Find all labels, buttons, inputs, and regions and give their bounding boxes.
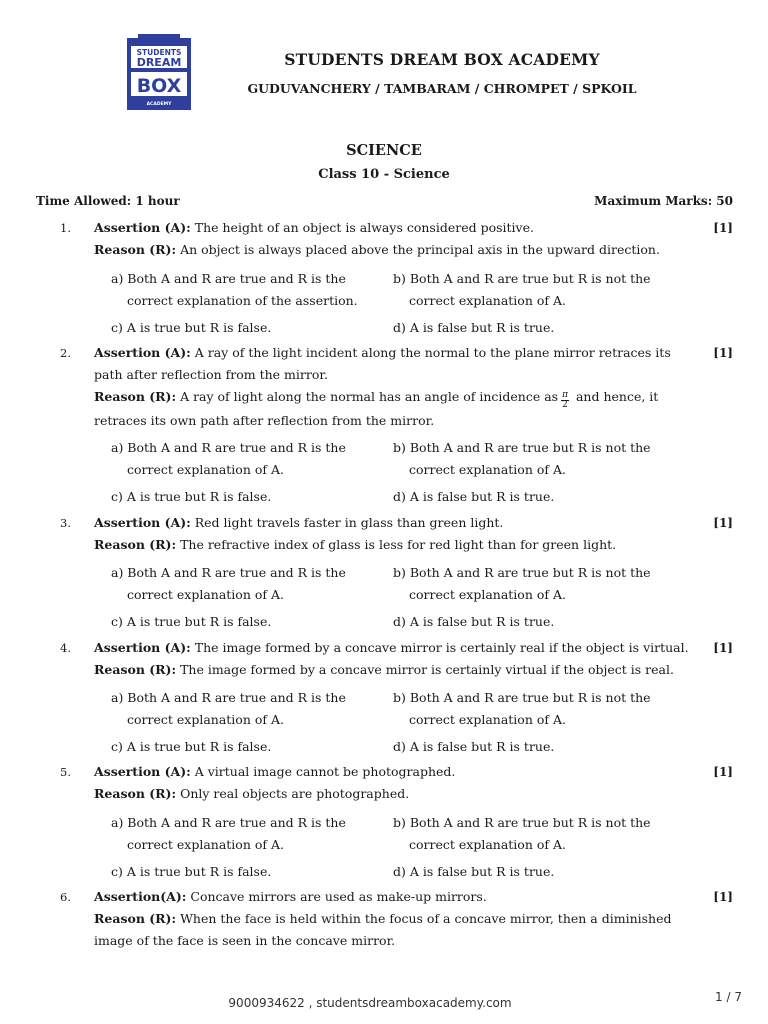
assertion-text: The image formed by a concave mirror is certainly real if the object is virtual. — [190, 640, 689, 655]
svg-text:STUDENTS: STUDENTS — [136, 48, 182, 57]
option-b: b) Both A and R are true but R is not the correct explanation of A. — [393, 690, 651, 727]
option-d: d) A is false but R is true. — [393, 614, 555, 629]
reason-label: Reason (R): — [94, 537, 177, 552]
option-d: d) A is false but R is true. — [393, 864, 555, 879]
reason-text: When the face is held within the focus of a concave mirror, then a diminished image of the face is seen in the concave mirror. — [94, 911, 672, 948]
pi-over-two-fraction: $\frac{\pi}{2}$ — [562, 390, 568, 410]
option-b: b) Both A and R are true but R is not the correct explanation of A. — [393, 440, 651, 477]
reason-text: The refractive index of glass is less for red light than for green light. — [176, 537, 617, 552]
assertion-text: The height of an object is always considered positive. — [190, 220, 534, 235]
option-a: a) Both A and R are true and R is the correct explanation of A. — [111, 690, 346, 727]
svg-text:ACADEMY: ACADEMY — [146, 102, 172, 107]
option-a: a) Both A and R are true and R is the correct explanation of A. — [111, 815, 346, 852]
reason-text: Only real objects are photographed. — [176, 786, 410, 801]
option-a: a) Both A and R are true and R is the correct explanation of A. — [111, 440, 346, 477]
assertion-text: A ray of the light incident along the normal to the plane mirror retraces its path after reflection from the mirror. — [94, 345, 671, 382]
option-c: c) A is true but R is false. — [111, 614, 272, 629]
assertion-text: Concave mirrors are used as make-up mirrors. — [186, 889, 487, 904]
option-d: d) A is false but R is true. — [393, 320, 555, 335]
reason-label: Reason (R): — [94, 242, 177, 257]
reason-text-pre: A ray of light along the normal has an angle of incidence as — [176, 389, 559, 404]
question-marks: [1] — [713, 890, 733, 904]
question-number: 6. — [60, 890, 71, 904]
option-c: c) A is true but R is false. — [111, 489, 272, 504]
assertion-text: Red light travels faster in glass than green light. — [190, 515, 504, 530]
assertion-text: A virtual image cannot be photographed. — [190, 764, 456, 779]
reason-label: Reason (R): — [94, 911, 177, 926]
question-number: 4. — [60, 641, 71, 655]
question-number: 2. — [60, 346, 71, 360]
question-marks: [1] — [713, 641, 733, 655]
reason-text-post: and hence, it retraces its own path after reflection from the mirror. — [94, 389, 659, 428]
question-marks: [1] — [713, 346, 733, 360]
assertion-label: Assertion (A): — [94, 764, 191, 779]
question-text — [94, 512, 694, 556]
academy-name: STUDENTS DREAM BOX ACADEMY — [284, 50, 600, 69]
question-marks: [1] — [713, 516, 733, 530]
reason-label: Reason (R): — [94, 389, 177, 404]
option-a: a) Both A and R are true and R is the correct explanation of the assertion. — [111, 271, 358, 308]
academy-locations: GUDUVANCHERY / TAMBARAM / CHROMPET / SPKOIL — [247, 81, 637, 96]
reason-label: Reason (R): — [94, 662, 177, 677]
option-c: c) A is true but R is false. — [111, 320, 272, 335]
question-number: 1. — [60, 221, 71, 235]
assertion-label: Assertion (A): — [94, 640, 191, 655]
logo-graphic — [124, 34, 194, 114]
question-text — [94, 637, 694, 681]
class-title: Class 10 - Science — [318, 167, 450, 182]
option-d: d) A is false but R is true. — [393, 739, 555, 754]
question-text — [94, 761, 694, 805]
question-marks: [1] — [713, 765, 733, 779]
assertion-label: Assertion(A): — [94, 889, 187, 904]
question-marks: [1] — [713, 221, 733, 235]
assertion-label: Assertion (A): — [94, 345, 191, 360]
question-number: 3. — [60, 516, 71, 530]
option-c: c) A is true but R is false. — [111, 739, 272, 754]
time-allowed: Time Allowed: 1 hour — [36, 194, 180, 208]
footer-contact: 9000934622 , studentsdreamboxacademy.com — [228, 996, 512, 1010]
reason-text: The image formed by a concave mirror is certainly virtual if the object is real. — [176, 662, 674, 677]
reason-label: Reason (R): — [94, 786, 177, 801]
option-b: b) Both A and R are true but R is not the correct explanation of A. — [393, 815, 651, 852]
option-a: a) Both A and R are true and R is the correct explanation of A. — [111, 565, 346, 602]
question-text — [94, 886, 690, 952]
maximum-marks: Maximum Marks: 50 — [594, 194, 733, 208]
question-text — [94, 217, 694, 261]
subject-title: SCIENCE — [346, 142, 422, 159]
assertion-label: Assertion (A): — [94, 220, 191, 235]
svg-text:BOX: BOX — [136, 75, 182, 97]
academy-logo — [124, 34, 194, 114]
page-number: 1 / 7 — [715, 990, 742, 1004]
question-number: 5. — [60, 765, 71, 779]
option-b: b) Both A and R are true but R is not the correct explanation of A. — [393, 565, 651, 602]
option-d: d) A is false but R is true. — [393, 489, 555, 504]
reason-text: An object is always placed above the principal axis in the upward direction. — [176, 242, 660, 257]
option-b: b) Both A and R are true but R is not the correct explanation of A. — [393, 271, 651, 308]
assertion-label: Assertion (A): — [94, 515, 191, 530]
option-c: c) A is true but R is false. — [111, 864, 272, 879]
question-text — [94, 342, 684, 432]
svg-text:DREAM: DREAM — [136, 56, 182, 69]
